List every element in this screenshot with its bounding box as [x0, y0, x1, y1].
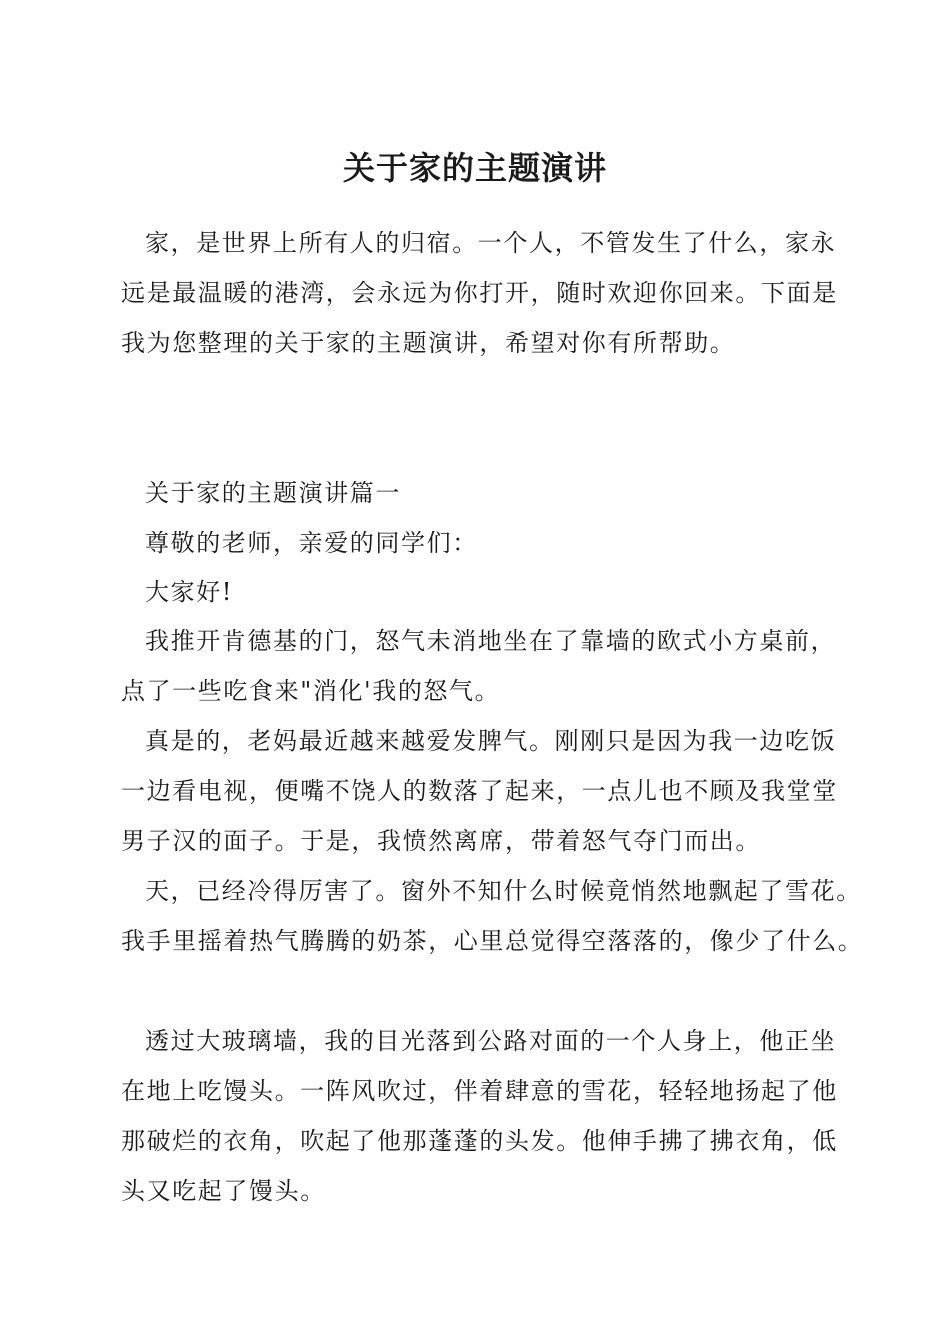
document-title: 关于家的主题演讲 [342, 149, 607, 187]
intro-line-2: 远是最温暖的港湾，会永远为你打开，随时欢迎你回来。下面是 [121, 279, 838, 307]
paragraph-1 [121, 616, 839, 716]
p2-line-3: 男子汉的面子。于是，我愤然离席，带着怒气夺门而出。 [121, 827, 761, 855]
hello-text: 大家好! [145, 578, 234, 606]
p4-line-3: 那破烂的衣角，吹起了他那蓬蓬的头发。他伸手拂了拂衣角，低 [121, 1127, 838, 1155]
greeting-text: 尊敬的老师，亲爱的同学们： [145, 529, 478, 557]
p2-line-1: 真是的，老妈最近越来越爱发脾气。刚刚只是因为我一边吃饭 [145, 727, 837, 755]
p4-line-4: 头又吃起了馒头。 [121, 1177, 326, 1205]
p2-line-2: 一边看电视，便嘴不饶人的数落了起来，一点儿也不顾及我堂堂 [121, 777, 838, 805]
p3-line-1: 天，已经冷得厉害了。窗外不知什么时候竟悄然地飘起了雪花。 [145, 877, 862, 905]
p3-line-2: 我手里摇着热气腾腾的奶茶，心里总觉得空落落的，像少了什么。 [121, 927, 864, 955]
section-title-text: 关于家的主题演讲篇一 [145, 479, 401, 507]
p1-line-2: 点了一些吃食来"消化'我的怒气。 [121, 677, 501, 705]
section-title [121, 468, 839, 518]
intro-line-3: 我为您整理的关于家的主题演讲，希望对你有所帮助。 [121, 329, 736, 357]
p4-line-2: 在地上吃馒头。一阵风吹过，伴着肆意的雪花，轻轻地扬起了他 [121, 1077, 838, 1105]
greeting-paragraph [121, 518, 839, 568]
paragraph-2 [121, 716, 839, 866]
p1-line-1: 我推开肯德基的门，怒气未消地坐在了靠墙的欧式小方桌前， [145, 627, 837, 655]
hello-paragraph [121, 567, 839, 617]
paragraph-3 [121, 866, 864, 966]
intro-line-1: 家，是世界上所有人的归宿。一个人，不管发生了什么，家永 [145, 229, 837, 257]
paragraph-4 [121, 1016, 839, 1216]
p4-line-1: 透过大玻璃墙，我的目光落到公路对面的一个人身上，他正坐 [145, 1027, 837, 1055]
intro-paragraph [121, 218, 839, 368]
